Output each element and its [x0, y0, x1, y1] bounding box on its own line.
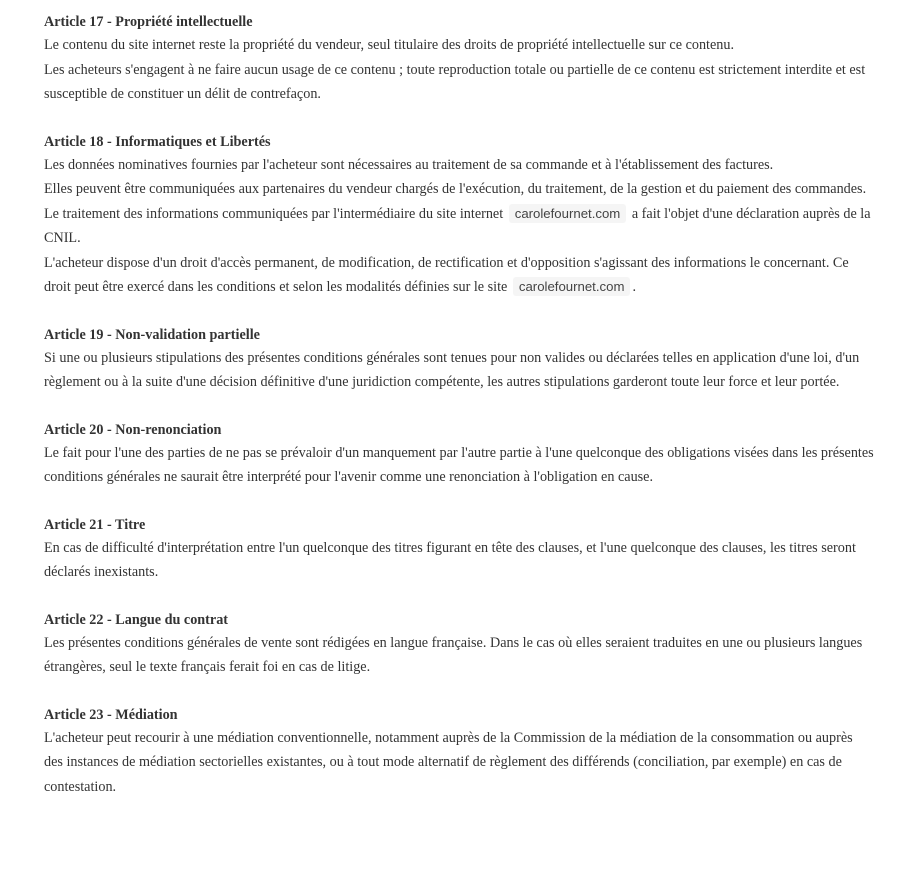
article-21: [44, 514, 874, 585]
article-paragraph: Les acheteurs s'engagent à ne faire aucun usage de ce contenu ; toute reproduction totale ou partielle de ce contenu est strictement interdite et est susceptible de constituer un délit de contrefaçon.: [44, 61, 866, 102]
article-20: [44, 419, 874, 490]
article-title: Article 19 - Non-validation partielle: [44, 326, 260, 343]
article-17: [44, 11, 874, 107]
site-name-code: carolefournet.com: [513, 277, 631, 296]
article-title: Article 20 - Non-renonciation: [44, 421, 222, 438]
paragraph-text: L'acheteur dispose d'un droit d'accès permanent, de modification, de rectification et d'opposition s'agissant des informations le concernant. Ce droit peut être exercé dans les conditions et selon les modalités définies sur le site: [44, 254, 849, 295]
article-paragraph: L'acheteur peut recourir à une médiation conventionnelle, notamment auprès de la Commission de la médiation de la consommation ou auprès des instances de médiation sectorielles existantes, ou à tout mode alternatif de règlement des différends (conciliation, par exemple) en cas de contestation.: [44, 729, 853, 795]
paragraph-text: .: [632, 279, 636, 295]
article-paragraph: En cas de difficulté d'interprétation entre l'un quelconque des titres figurant en tête des clauses, et l'une quelconque des clauses, les titres seront déclarés inexistants.: [44, 539, 856, 580]
site-name-code: carolefournet.com: [509, 204, 627, 223]
article-title: Article 22 - Langue du contrat: [44, 611, 229, 628]
article-title: Article 17 - Propriété intellectuelle: [44, 14, 253, 30]
article-paragraph: [44, 251, 874, 300]
article-paragraph: Les données nominatives fournies par l'acheteur sont nécessaires au traitement de sa commande et à l'établissement des factures.: [44, 156, 774, 173]
article-18: [44, 131, 874, 300]
article-paragraph: Elles peuvent être communiquées aux partenaires du vendeur chargés de l'exécution, du traitement, de la gestion et du paiement des commandes.: [44, 181, 867, 197]
article-paragraph: Le fait pour l'une des parties de ne pas se prévaloir d'un manquement par l'autre partie à l'une quelconque des obligations visées dans les présentes conditions générales ne saurait être interprété pour l'avenir comme une renonciation à l'obligation en cause.: [44, 444, 874, 485]
article-19: [44, 324, 874, 395]
article-paragraph: Si une ou plusieurs stipulations des présentes conditions générales sont tenues pour non valides ou déclarées telles en application d'une loi, d'un règlement ou à la suite d'une décision définitive d'une juridiction compétente, les autres stipulations garderont toute leur force et leur portée.: [44, 349, 860, 390]
article-paragraph: [44, 202, 874, 251]
paragraph-text: Le traitement des informations communiquées par l'intermédiaire du site internet: [44, 205, 504, 222]
article-23: [44, 704, 874, 800]
article-22: [44, 609, 874, 680]
article-paragraph: Le contenu du site internet reste la propriété du vendeur, seul titulaire des droits de propriété intellectuelle sur ce contenu.: [44, 37, 735, 53]
article-title: Article 18 - Informatiques et Libertés: [44, 133, 271, 150]
terms-content: [44, 11, 874, 823]
article-title: Article 23 - Médiation: [44, 706, 178, 723]
article-title: Article 21 - Titre: [44, 516, 146, 533]
paragraph-text: a fait l'objet d'une déclaration auprès de la CNIL.: [44, 205, 871, 246]
article-paragraph: Les présentes conditions générales de vente sont rédigées en langue française. Dans le cas où elles seraient traduites en une ou plusieurs langues étrangères, seul le texte français ferait foi en cas de litige.: [44, 634, 863, 675]
